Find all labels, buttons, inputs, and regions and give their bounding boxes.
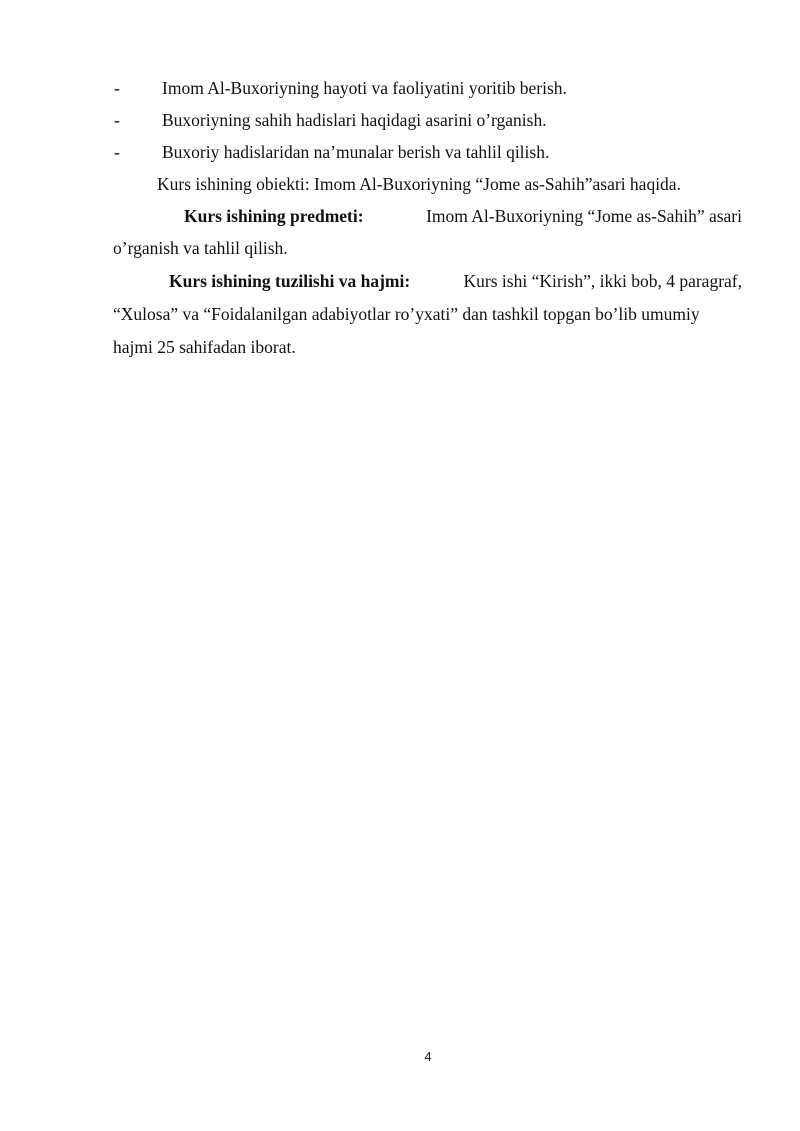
subject-text-line2: o’rganish va tahlil qilish. xyxy=(113,238,288,258)
bullet-marker: - xyxy=(114,110,120,130)
subject-text-line1: Imom Al-Buxoriyning “Jome as-Sahih” asari xyxy=(426,206,742,226)
bullet-marker: - xyxy=(114,78,120,98)
subject-label: Kurs ishining predmeti: xyxy=(184,206,364,226)
structure-label: Kurs ishining tuzilishi va hajmi: xyxy=(169,271,411,291)
structure-text-line3: hajmi 25 sahifadan iborat. xyxy=(113,337,296,357)
structure-paragraph-line1 xyxy=(169,270,742,292)
object-paragraph: Kurs ishining obiekti: Imom Al-Buxoriyning “Jome as-Sahih”asari haqida. xyxy=(157,174,681,194)
structure-text-line2: “Xulosa” va “Foidalanilgan adabiyotlar ro’yxati” dan tashkil topgan bo’lib umumiy xyxy=(113,304,700,324)
bullet-item-text: Imom Al-Buxoriyning hayoti va faoliyatini yoritib berish. xyxy=(162,78,567,98)
page-number: 4 xyxy=(424,1049,432,1064)
bullet-item-text: Buxoriy hadislaridan na’munalar berish va tahlil qilish. xyxy=(162,142,550,162)
bullet-item-text: Buxoriyning sahih hadislari haqidagi asarini o’rganish. xyxy=(162,110,547,130)
bullet-marker: - xyxy=(114,142,120,162)
structure-text-line1: Kurs ishi “Kirish”, ikki bob, 4 paragraf, xyxy=(463,271,742,291)
subject-paragraph-line1 xyxy=(184,205,742,227)
